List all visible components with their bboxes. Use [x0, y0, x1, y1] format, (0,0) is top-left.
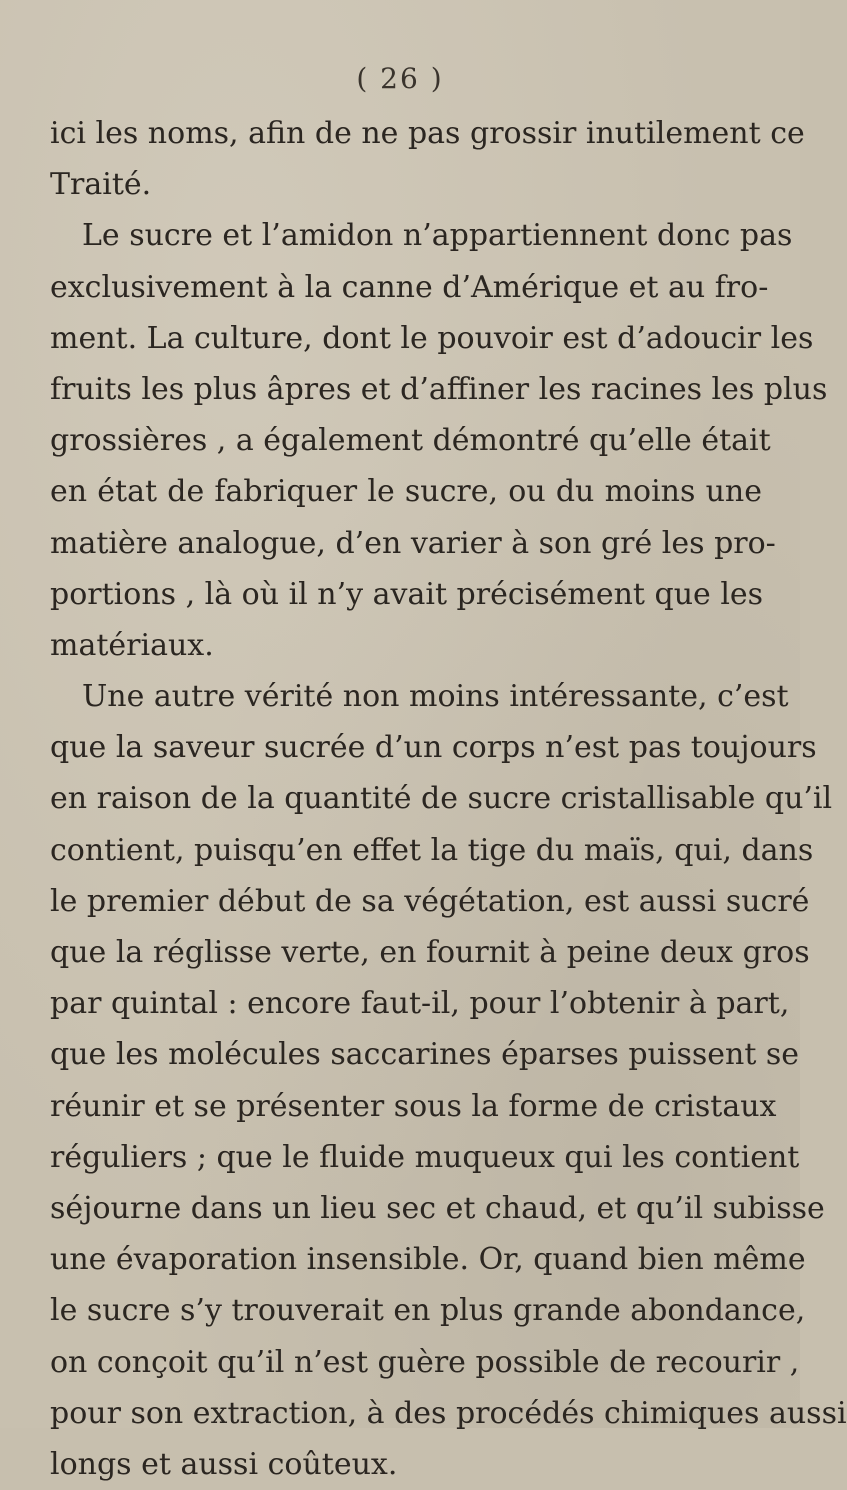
text-line: Le sucre et l’amidon n’appartiennent donc pas: [82, 218, 793, 254]
text-line: fruits les plus âpres et d’affiner les racines les plus: [50, 371, 828, 407]
text-line: exclusivement à la canne d’Amérique et au fro-: [50, 269, 769, 305]
text-line: on conçoit qu’il n’est guère possible de recourir ,: [50, 1344, 800, 1380]
text-line: par quintal : encore faut-il, pour l’obtenir à part,: [50, 986, 790, 1022]
text-line: réunir et se présenter sous la forme de cristaux: [50, 1088, 777, 1124]
text-line: pour son extraction, à des procédés chimiques aussi: [50, 1395, 847, 1431]
text-line: longs et aussi coûteux.: [50, 1446, 398, 1482]
text-line: que la saveur sucrée d’un corps n’est pas toujours: [50, 730, 817, 766]
text-line: contient, puisqu’en effet la tige du maïs, qui, dans: [50, 832, 814, 868]
text-line: une évaporation insensible. Or, quand bien même: [50, 1242, 806, 1278]
text-line: que les molécules saccarines éparses puissent se: [50, 1037, 800, 1073]
text-line: matière analogue, d’en varier à son gré les pro-: [50, 525, 776, 561]
text-line: en raison de la quantité de sucre cristallisable qu’il: [50, 781, 833, 817]
text-line: Traité.: [50, 167, 152, 203]
text-line: le premier début de sa végétation, est aussi sucré: [50, 883, 810, 919]
text-line: portions , là où il n’y avait précisément que les: [50, 576, 764, 612]
text-line: le sucre s’y trouverait en plus grande abondance,: [50, 1293, 806, 1329]
text-line: grossières , a également démontré qu’elle était: [50, 423, 771, 459]
text-line: Une autre vérité non moins intéressante, c’est: [82, 679, 789, 715]
text-line: que la réglisse verte, en fournit à peine deux gros: [50, 935, 810, 970]
text-line: ici les noms, afin de ne pas grossir inutilement ce: [50, 116, 805, 151]
text-line: réguliers ; que le fluide muqueux qui les contient: [50, 1139, 800, 1175]
text-line: ment. La culture, dont le pouvoir est d’adoucir les: [50, 320, 814, 356]
text-line: séjourne dans un lieu sec et chaud, et qu’il subisse: [50, 1190, 825, 1226]
text-line: matériaux.: [50, 627, 214, 663]
body-text: [50, 108, 847, 1490]
text-line: en état de fabriquer le sucre, ou du moins une: [50, 474, 762, 510]
page-number: ( 26 ): [356, 62, 444, 95]
